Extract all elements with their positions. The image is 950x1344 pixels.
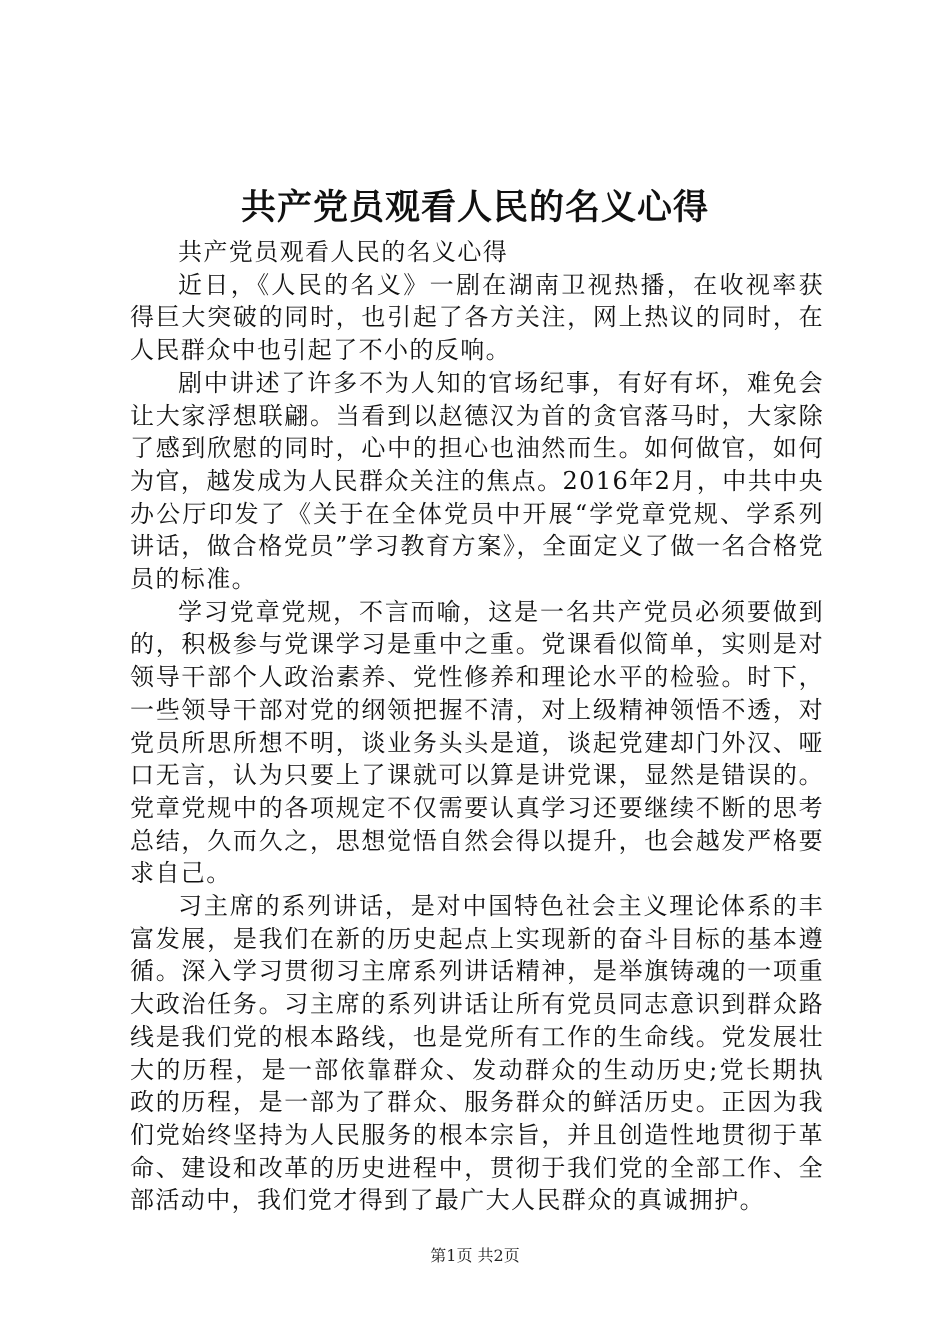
paragraph-subtitle: 共产党员观看人民的名义心得 <box>178 238 509 266</box>
page-title: 共产党员观看人民的名义心得 <box>240 187 709 228</box>
paragraph-party-rules: 学习党章党规，不言而喻，这是一名共产党员必须要做到的，积极参与党课学习是重中之重。党课看似简单，实则是对领导干部个人政治素养、党性修养和理论水平的检验。时下，一些领导干部对党的纲领把握不清，对上级精神领悟不透，对党员所思所想不明，谈业务头头是道，谈起党建却门外汉、哑口无言，认为只要上了课就可以算是讲党课，显然是错误的。党章党规中的各项规定不仅需要认真学习还要继续不断的思考总结，久而久之，思想觉悟自然会得以提升，也会越发严格要求自己。 <box>130 597 824 888</box>
document-body <box>130 236 824 1217</box>
paragraph-drama: 剧中讲述了许多不为人知的官场纪事，有好有坏，难免会让大家浮想联翩。当看到以赵德汉为首的贪官落马时，大家除了感到欣慰的同时，心中的担心也油然而生。如何做官，如何为官，越发成为人民群众关注的焦点。2016年2月，中共中央办公厅印发了《关于在全体党员中开展“学党章党规、学系列讲话，做合格党员”学习教育方案》，全面定义了做一名合格党员的标准。 <box>130 368 824 594</box>
paragraph-intro: 近日，《人民的名义》一剧在湖南卫视热播，在收视率获得巨大突破的同时，也引起了各方关注，网上热议的同时，在人民群众中也引起了不小的反响。 <box>130 270 824 365</box>
page-footer: 第1页 共2页 <box>430 1246 520 1265</box>
paragraph-speeches: 习主席的系列讲话，是对中国特色社会主义理论体系的丰富发展，是我们在新的历史起点上实现新的奋斗目标的基本遵循。深入学习贯彻习主席系列讲话精神，是举旗铸魂的一项重大政治任务。习主席的系列讲话让所有党员同志意识到群众路线是我们党的根本路线，也是党所有工作的生命线。党发展壮大的历程，是一部依靠群众、发动群众的生动历史;党长期执政的历程，是一部为了群众、服务群众的鲜活历史。正因为我们党始终坚持为人民服务的根本宗旨，并且创造性地贯彻于革命、建设和改革的历史进程中，贯彻于我们党的全部工作、全部活动中，我们党才得到了最广大人民群众的真诚拥护。 <box>130 892 824 1215</box>
